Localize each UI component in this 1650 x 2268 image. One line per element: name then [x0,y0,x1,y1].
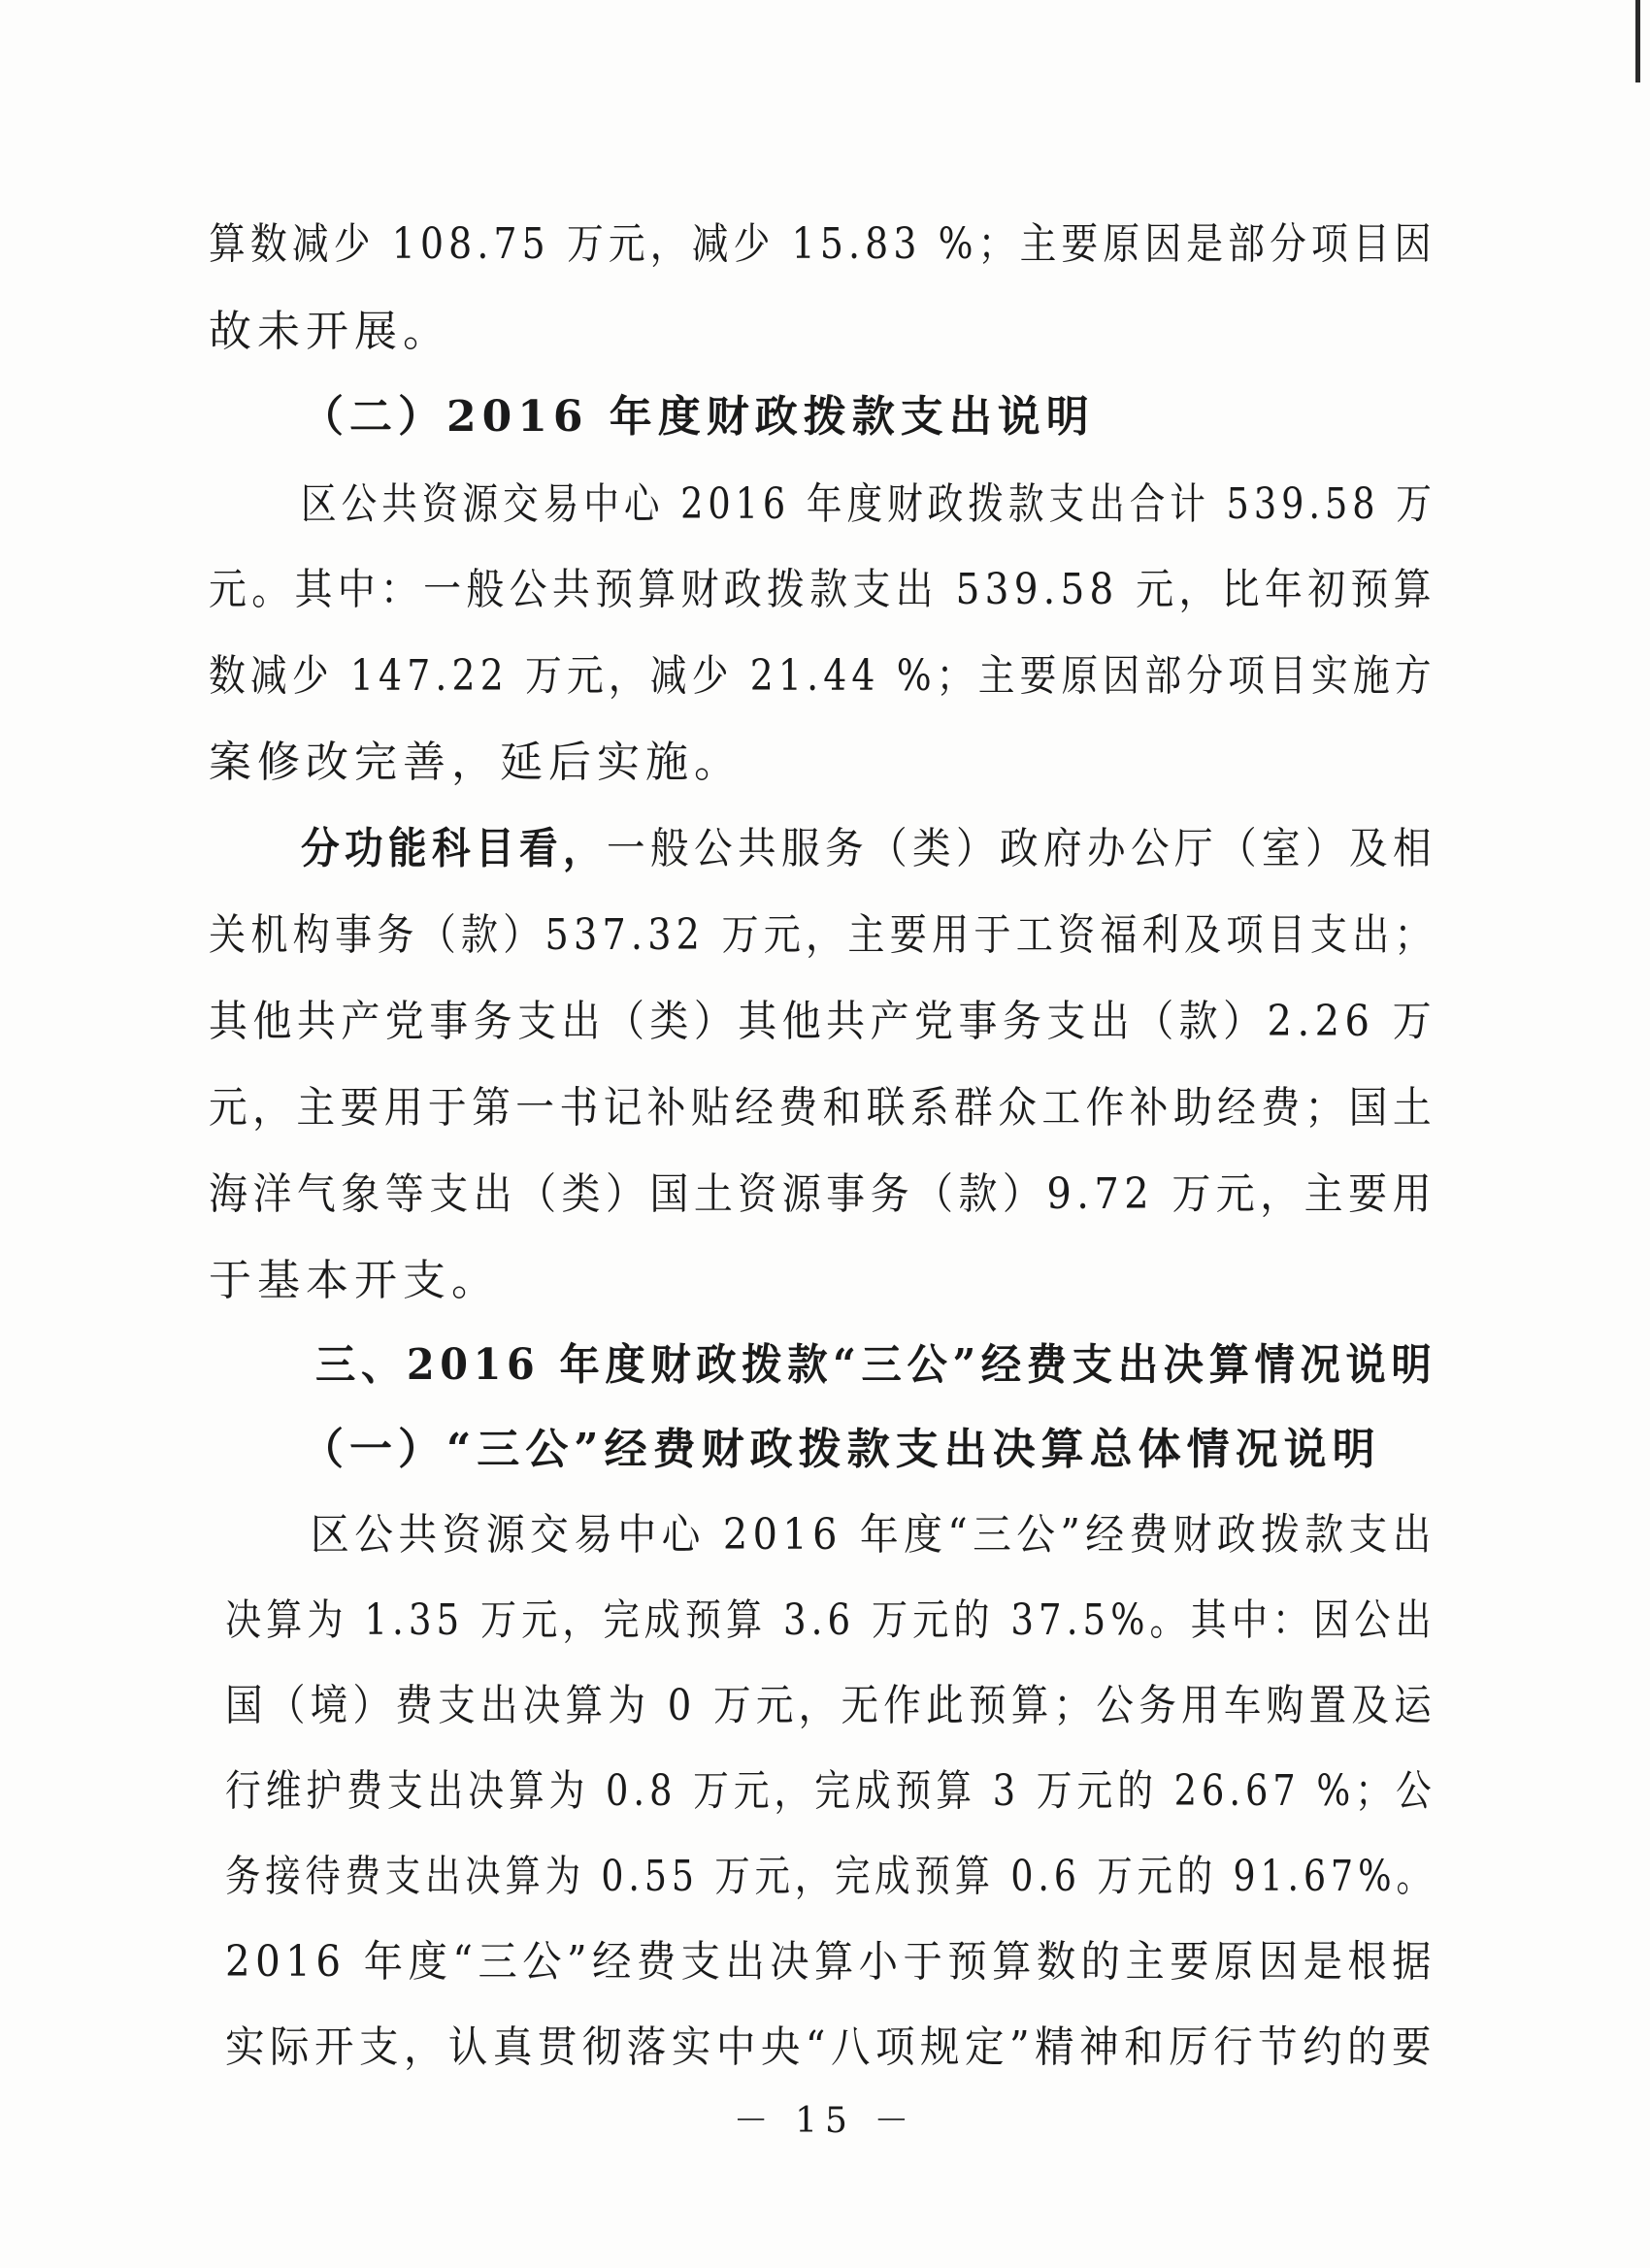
text-line: 算数减少 108.75 万元，减少 15.83 %；主要原因是部分项目因 [209,219,1436,269]
text-line: 元，主要用于第一书记补贴经费和联系群众工作补助经费；国土 [209,1083,1437,1133]
text-line: 2016 年度“三公”经费支出决算小于预算数的主要原因是根据 [225,1937,1436,1987]
text-line: 故未开展。 [209,307,451,356]
text-line: 关机构事务（款）537.32 万元，主要用于工资福利及项目支出； [209,910,1436,960]
text-line: 元。其中：一般公共预算财政拨款支出 539.58 元，比年初预算 [209,565,1436,614]
text-line: 案修改完善，延后实施。 [209,738,742,787]
text-line: 数减少 147.22 万元，减少 21.44 %；主要原因部分项目实施方 [209,651,1436,701]
text-line [301,820,1436,878]
page-number: － 15 － [733,2101,917,2141]
section-heading: （一）“三公”经费财政拨款支出决算总体情况说明 [301,1425,1381,1474]
text-line: 国（境）费支出决算为 0 万元，无作此预算；公务用车购置及运 [225,1681,1436,1730]
scan-edge-mark [1635,0,1640,82]
section-heading: （二）2016 年度财政拨款支出说明 [301,392,1095,442]
text-line: 其他共产党事务支出（类）其他共产党事务支出（款）2.26 万 [209,997,1437,1046]
text-line: 区公共资源交易中心 2016 年度财政拨款支出合计 539.58 万 [301,479,1436,529]
text-line: 行维护费支出决算为 0.8 万元，完成预算 3 万元的 26.67 %；公 [225,1766,1436,1816]
text-line: 区公共资源交易中心 2016 年度“三公”经费财政拨款支出 [311,1510,1436,1560]
text-line: 决算为 1.35 万元，完成预算 3.6 万元的 37.5%。其中：因公出 [225,1595,1436,1645]
paragraph-lead: 分功能科目看， [301,824,607,873]
text-run: 一般公共服务（类）政府办公厅（室）及相 [607,824,1436,873]
section-heading: 三、2016 年度财政拨款“三公”经费支出决算情况说明 [315,1340,1437,1390]
text-line: 海洋气象等支出（类）国土资源事务（款）9.72 万元，主要用 [209,1169,1437,1219]
text-line: 实际开支，认真贯彻落实中央“八项规定”精神和厉行节约的要 [225,2022,1437,2072]
text-line: 于基本开支。 [209,1256,500,1305]
text-line: 务接待费支出决算为 0.55 万元，完成预算 0.6 万元的 91.67%。 [225,1852,1436,1901]
